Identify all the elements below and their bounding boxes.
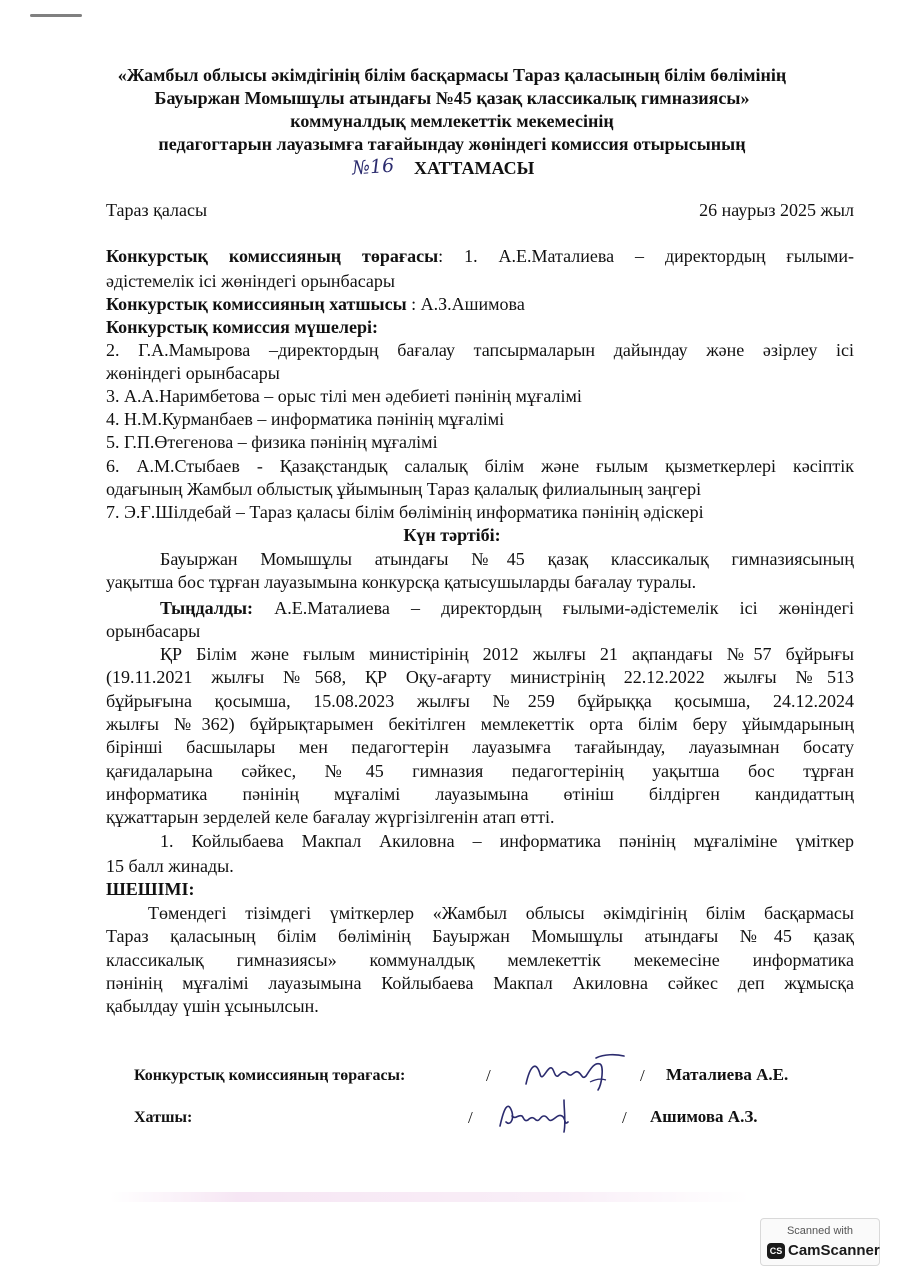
decision-line: пәнінің мұғалімі лауазымына Койлыбаева Макпал Акиловна сәйкес деп жұмысқа — [106, 973, 854, 993]
secretary-signature-label: Хатшы: — [134, 1109, 193, 1126]
member-line: 3. А.А.Наримбетова – орыс тілі мен әдебиеті пәнінің мұғалімі — [106, 386, 582, 406]
chair-signature-label: Конкурстық комиссияның төрағасы: — [134, 1067, 406, 1084]
body-line: информатика пәнінің мұғалімі лауазымына өтініш білдірген кандидаттың — [106, 784, 854, 804]
separator: / — [468, 1108, 473, 1127]
header-line-2: Бауыржан Момышұлы атындағы №45 қазақ классикалық гимназиясы» — [154, 88, 750, 108]
scan-artifact-line — [30, 14, 82, 17]
chair-line-2: әдістемелік ісі жөніндегі орынбасары — [106, 271, 395, 291]
secretary-signature-name: Ашимова А.З. — [650, 1107, 758, 1126]
protocol-number: №16 — [351, 154, 395, 180]
member-line: 6. А.М.Стыбаев - Қазақстандық салалық білім және ғылым қызметкерлері кәсіптік — [106, 456, 854, 476]
heard-line-2: орынбасары — [106, 621, 201, 641]
member-line: 4. Н.М.Курманбаев – информатика пәнінің мұғалімі — [106, 409, 505, 429]
chair-line-1 — [106, 245, 854, 267]
secretary-label: Конкурстық комиссияның хатшысы — [106, 294, 407, 314]
chair-label: Конкурстық комиссияның төрағасы — [106, 246, 439, 266]
decision-line: Тараз қаласының білім бөлімінің Бауыржан Момышұлы атындағы №45 қазақ — [106, 926, 854, 946]
camscanner-logo-icon: CS — [767, 1243, 785, 1259]
agenda-line-2: уақытша бос тұрған лауазымына конкурсқа қатысушыларды бағалау туралы. — [106, 572, 697, 592]
decision-title: ШЕШІМІ: — [106, 879, 195, 899]
protocol-title: ХАТТАМАСЫ — [414, 158, 535, 178]
separator: / — [640, 1066, 645, 1085]
separator: / — [486, 1066, 491, 1085]
member-line: 5. Г.П.Өтегенова – физика пәнінің мұғалімі — [106, 432, 438, 452]
member-line: одағының Жамбыл облыстық ұйымының Тараз қалалық филиалының заңгері — [106, 479, 702, 499]
body-line: ҚР Білім және ғылым министірінің 2012 жылғы 21 ақпандағы №57 бұйрығы — [160, 644, 854, 664]
heard-text: А.Е.Маталиева – директордың ғылыми-әдістемелік ісі жөніндегі — [253, 598, 854, 618]
member-line: 2. Г.А.Мамырова –директордың бағалау тапсырмаларын дайындау және әзірлеу ісі — [106, 340, 854, 360]
agenda-line-1: Бауыржан Момышұлы атындағы №45 қазақ классикалық гимназиясының — [160, 549, 854, 569]
members-label: Конкурстық комиссия мүшелері: — [106, 317, 378, 337]
watermark-top-text: Scanned with — [786, 1225, 854, 1237]
secretary-line — [106, 293, 525, 315]
watermark-brand: CamScanner — [788, 1242, 880, 1259]
candidate-line-1: 1. Койлыбаева Макпал Акиловна – информатика пәнінің мұғаліміне үміткер — [160, 831, 854, 851]
scan-smudge — [110, 1192, 750, 1202]
agenda-title: Күн тәртібі: — [403, 525, 501, 545]
body-line: жылғы №362) бұйрықтарымен бекітілген мемлекеттік орта білім беру ұйымдарының — [106, 714, 854, 734]
member-line: жөніндегі орынбасары — [106, 363, 280, 383]
header-line-4: педагогтарын лауазымға тағайындау жөніндегі комиссия отырысының — [158, 134, 746, 154]
heard-label: Тыңдалды: — [160, 598, 254, 618]
secretary-text: : А.З.Ашимова — [406, 294, 525, 314]
body-line: (19.11.2021 жылғы №568, ҚР Оқу-ағарту министрінің 22.12.2022 жылғы №513 — [106, 667, 854, 687]
member-line: 7. Э.Ғ.Шілдебай – Тараз қаласы білім бөлімінің информатика пәнінің әдіскері — [106, 502, 704, 522]
chair-text: : 1. А.Е.Маталиева – директордың ғылыми- — [438, 246, 854, 266]
decision-line: қабылдау үшін ұсынылсын. — [106, 996, 319, 1016]
secretary-signature — [494, 1092, 584, 1136]
body-line: қағидаларына сәйкес, №45 гимназия педагогтерінің уақытша бос тұрған — [106, 761, 854, 781]
city: Тараз қаласы — [106, 200, 208, 220]
decision-line: классикалық гимназиясы» коммуналдық мемлекеттік мекемесіне информатика — [106, 950, 854, 970]
candidate-line-2: 15 балл жинады. — [106, 856, 234, 876]
body-line: құжаттарын зерделей келе бағалау жүргізілгенін атап өтті. — [106, 807, 555, 827]
header-line-3: коммуналдық мемлекеттік мекемесінің — [290, 111, 614, 131]
body-line: бұйрығына қосымша, 15.08.2023 жылғы №259 бұйрыққа қосымша, 24.12.2024 — [106, 691, 854, 711]
chair-signature-name: Маталиева А.Е. — [666, 1065, 789, 1084]
decision-line: Төмендегі тізімдегі үміткерлер «Жамбыл облысы әкімдігінің білім басқармасы — [148, 903, 854, 923]
heard-line-1 — [160, 597, 854, 619]
camscanner-watermark — [760, 1218, 880, 1266]
separator: / — [622, 1108, 627, 1127]
document-date: 26 наурыз 2025 жыл — [699, 200, 854, 220]
body-line: бірінші басшылары мен педагогтерін лауазымға тағайындау, лауазымнан босату — [106, 737, 854, 757]
header-line-1: «Жамбыл облысы әкімдігінің білім басқармасы Тараз қаласының білім бөлімінің — [117, 65, 787, 85]
